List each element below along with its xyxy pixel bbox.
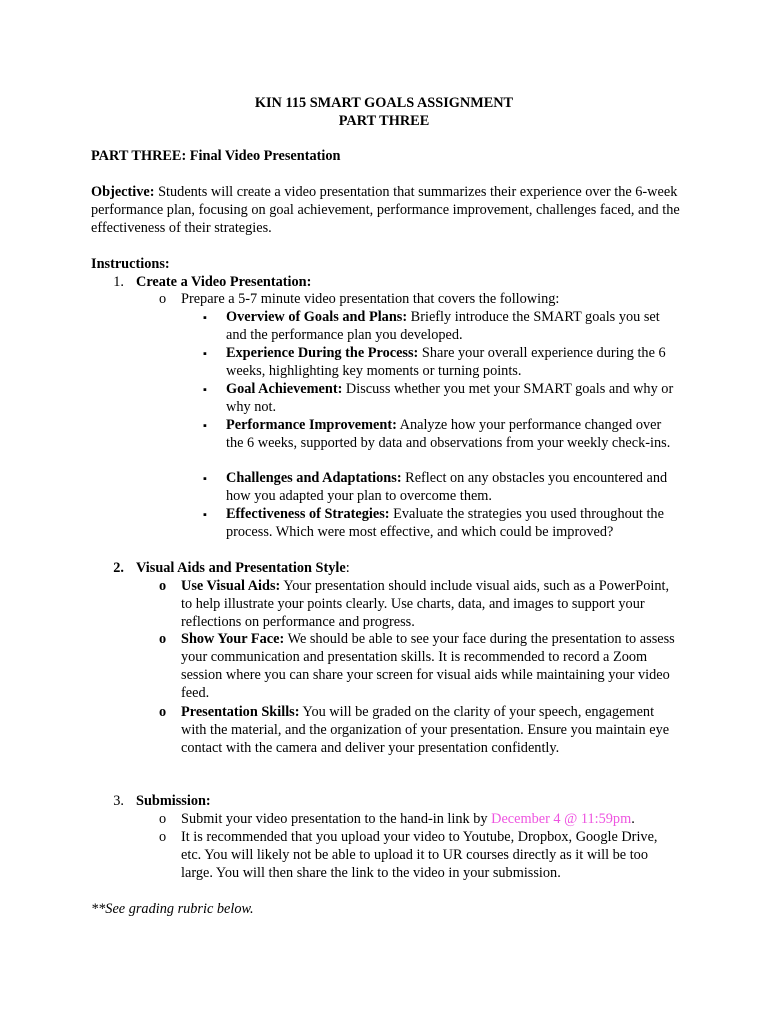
footer-note: **See grading rubric below. — [91, 901, 254, 917]
bullet-item: Experience During the Process: Share your overall experience during the 6 weeks, highlighting key moments or turning points. — [226, 345, 666, 379]
sub-bullet-marker: o — [159, 631, 167, 647]
sub-bullet-marker: o — [159, 704, 167, 720]
objective-text: Students will create a video presentation that summarizes their experience over the 6-week performance plan, focusing on goal achievement, performance improvement, challenges faced, and the effectiveness of their strategies. — [91, 184, 680, 236]
part-heading: PART THREE: Final Video Presentation — [91, 148, 341, 164]
bullet-item: Performance Improvement: Analyze how your performance changed over the 6 weeks, supported by data and observations from your weekly check-ins. — [226, 417, 671, 451]
sub-bullet-marker: o — [159, 291, 167, 307]
deadline-text: December 4 @ 11:59pm — [491, 811, 632, 827]
sub-bullet-marker: o — [159, 829, 167, 845]
list-item: Submit your video presentation to the hand-in link by December 4 @ 11:59pm. — [181, 811, 635, 827]
section-number: 2. — [113, 560, 124, 576]
list-item: Use Visual Aids: Your presentation should include visual aids, such as a PowerPoint, to help illustrate your points clearly. Use charts, data, and images to support your reflections on performance and progress. — [181, 578, 670, 630]
section-title: Visual Aids and Presentation Style: — [136, 560, 350, 576]
section-title: Submission: — [136, 793, 211, 809]
sub-bullet-marker: o — [159, 578, 167, 594]
square-bullet-marker: ▪ — [203, 384, 207, 396]
list-item: Show Your Face: We should be able to see your face during the presentation to assess your communication and presentation skills. It is recommended to record a Zoom session where you can share your screen for visual aids while maintaining your video feed. — [181, 631, 675, 701]
sub-bullet-marker: o — [159, 811, 167, 827]
bullet-item: Effectiveness of Strategies: Evaluate the strategies you used throughout the process. Which were most effective, and which could be improved? — [226, 506, 664, 540]
bullet-item: Challenges and Adaptations: Reflect on any obstacles you encountered and how you adapted your plan to overcome them. — [226, 470, 668, 504]
section-number: 1. — [113, 274, 124, 290]
bullet-item: Goal Achievement: Discuss whether you met your SMART goals and why or why not. — [226, 381, 674, 415]
section-intro: Prepare a 5-7 minute video presentation that covers the following: — [181, 291, 560, 307]
objective-paragraph — [91, 183, 691, 237]
bullet-item: Overview of Goals and Plans: Briefly introduce the SMART goals you set and the performance plan you developed. — [226, 309, 660, 343]
document-subtitle: PART THREE — [338, 113, 430, 129]
document-title: KIN 115 SMART GOALS ASSIGNMENT — [254, 95, 514, 111]
square-bullet-marker: ▪ — [203, 473, 207, 485]
list-item: Presentation Skills: You will be graded on the clarity of your speech, engagement with the material, and the organization of your presentation. Ensure you maintain eye contact with the camera and deliver your presentation confidently. — [181, 704, 670, 756]
objective-label: Objective: — [91, 184, 155, 200]
square-bullet-marker: ▪ — [203, 348, 207, 360]
square-bullet-marker: ▪ — [203, 420, 207, 432]
section-title: Create a Video Presentation: — [136, 274, 312, 290]
square-bullet-marker: ▪ — [203, 509, 207, 521]
section-number: 3. — [113, 793, 124, 809]
square-bullet-marker: ▪ — [203, 312, 207, 324]
list-item: It is recommended that you upload your video to Youtube, Dropbox, Google Drive, etc. You will likely not be able to upload it to UR courses directly as it will be too large. You will then share the link to the video in your submission. — [181, 829, 658, 881]
instructions-heading: Instructions: — [91, 256, 170, 272]
